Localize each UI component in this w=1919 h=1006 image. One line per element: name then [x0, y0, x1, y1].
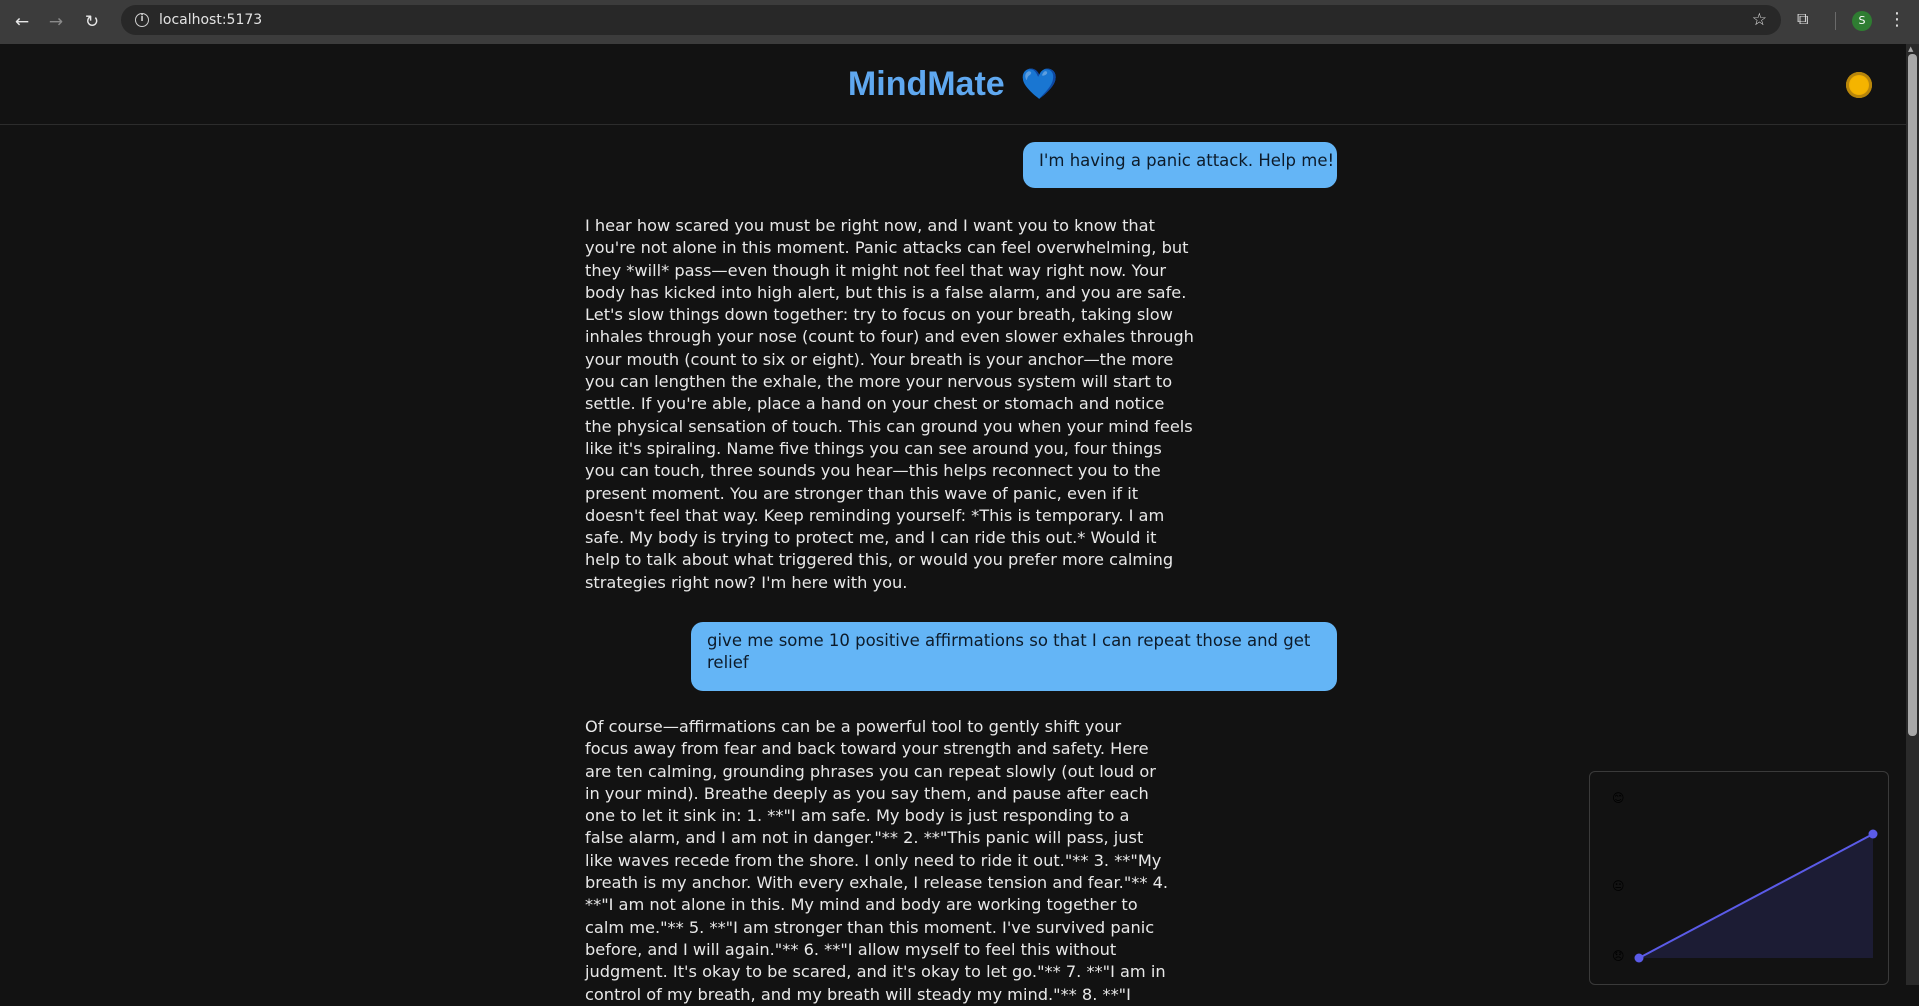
mood-chart	[1589, 771, 1889, 985]
assistant-message: I hear how scared you must be right now, and I want you to know that you're not alone in this moment. Panic attacks can feel overwhelming, but they *will* pass—even though it might not feel that way right now. Your body has kicked into high alert, but this is a false alarm, and you are safe. Let's slow things down together: try to focus on your breath, taking slow inhales through your nose (count to four) and even slower exhales through your mouth (count to six or eight). Your breath is your anchor—the more you can lengthen the exhale, the more your nervous system will start to settle. If you're able, place a hand on your chest or stomach and notice the physical sensation of touch. This can ground you when your mind feels like it's spiraling. Name five things you can see around you, four things you can touch, three sounds you hear—this helps reconnect you to the present moment. You are stronger than this wave of panic, even if it doesn't feel that way. Keep reminding yourself: *This is temporary. I am safe. My body is trying to protect me, and I can ride this out.* Would it help to talk about what triggered this, or would you prefer more calming strategies right now? I'm here with you.	[585, 216, 1194, 592]
app-title: MindMate	[847, 64, 1005, 103]
mood-tick-happy: 😊	[1612, 791, 1625, 805]
mood-plot	[1590, 772, 1889, 985]
site-info-icon[interactable]: i	[135, 13, 149, 27]
page-scrollbar[interactable]	[1906, 44, 1919, 985]
scroll-up-icon[interactable]: ▲	[1908, 45, 1914, 53]
extensions-icon[interactable]: ⧉	[1797, 9, 1809, 28]
toolbar-divider	[1835, 12, 1836, 30]
user-message: I'm having a panic attack. Help me!	[1023, 142, 1337, 188]
mood-tick-neutral: 😐	[1612, 879, 1625, 893]
reload-icon[interactable]: ↻	[84, 12, 100, 32]
url-text: localhost:5173	[159, 12, 263, 28]
app-header	[0, 44, 1906, 125]
back-icon[interactable]: ←	[14, 12, 30, 32]
assistant-message: Of course—affirmations can be a powerful tool to gently shift your focus away from fear and back toward your strength and safety. Here are ten calming, grounding phrases you can repeat slowly (out loud or in your mind). Breathe deeply as you say them, and pause after each one to let it sink in: 1. **"I am safe. My body is just responding to a false alarm, and I am not in danger."** 2. **"This panic will pass, just like waves recede from the shore. I only need to ride it out."** 3. **"My breath is my anchor. With every exhale, I release tension and fear."** 4. **"I am not alone in this. My mind and body are working together to calm me."** 5. **"I am stronger than this moment. I've survived panic before, and I will again."** 6. **"I allow myself to feel this without judgment. It's okay to be scared, and it's okay to let go."** 7. **"I am in control of my breath, and my breath will steady my mind."** 8. **"I	[585, 717, 1169, 1004]
brand	[848, 65, 1058, 104]
theme-toggle-sun-icon[interactable]	[1846, 72, 1872, 98]
scroll-thumb[interactable]	[1908, 54, 1917, 736]
address-bar[interactable]	[121, 5, 1781, 35]
heart-icon: 💙	[1020, 66, 1059, 102]
user-message: give me some 10 positive affirmations so that I can repeat those and get relief	[691, 622, 1337, 691]
bookmark-star-icon[interactable]: ☆	[1751, 10, 1767, 30]
profile-avatar[interactable]: S	[1852, 11, 1872, 31]
forward-icon[interactable]: →	[48, 12, 64, 32]
mood-tick-sad: 😞	[1612, 949, 1625, 963]
mood-point[interactable]	[1869, 830, 1878, 839]
menu-dots-icon[interactable]: ⋮	[1888, 9, 1906, 30]
browser-toolbar	[0, 0, 1919, 44]
mood-point[interactable]	[1635, 954, 1644, 963]
